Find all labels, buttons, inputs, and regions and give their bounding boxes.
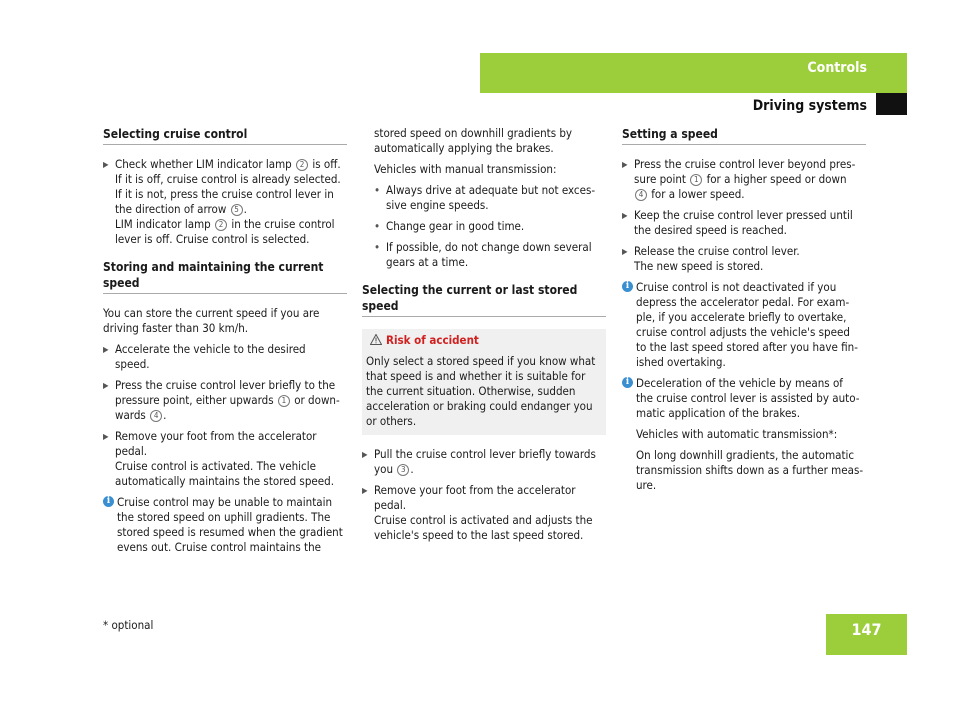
callout-number: 4 (635, 189, 647, 201)
callout-number: 4 (150, 410, 162, 422)
manual-transmission-label: Vehicles with manual transmission: (374, 162, 557, 176)
header-black-tab (876, 93, 907, 115)
step-release-lever: ▶ Release the cruise control lever. The new speed is stored. (622, 244, 800, 273)
bullet-dot: • (374, 240, 381, 254)
callout-number: 2 (215, 219, 227, 231)
heading-selecting-cruise-control: Selecting cruise control (103, 126, 347, 145)
step-remove-foot-2: ▶ Remove your foot from the accelerator pedal. Cruise control is activated and adjusts the vehicle's speed to the last speed stored. (362, 483, 593, 542)
bullet-dot: • (374, 183, 381, 197)
step-press-beyond: ▶ Press the cruise control lever beyond pres- sure point 1 for a higher speed or down 4 for a lower speed. (622, 157, 856, 201)
info-note-uphill: i Cruise control may be unable to maintain the stored speed on uphill gradients. The stored speed is resumed when the gradient evens out. Cruise control maintains the (103, 495, 347, 555)
column-3 (622, 126, 866, 493)
step-arrow-icon: ▶ (622, 247, 628, 256)
info-note-deceleration: i Deceleration of the vehicle by means of the cruise control lever is assisted by auto- matic application of the brakes. Vehicles with automatic transmission*: On long downhill gradients, the automatic transmission shifts down as a further meas- ure. (622, 376, 866, 493)
continued-text: stored speed on downhill gradients by automatically applying the brakes. (374, 126, 573, 155)
callout-number: 1 (690, 174, 702, 186)
step-accelerate: ▶ Accelerate the vehicle to the desired speed. (103, 342, 306, 371)
step-keep-pressed: ▶ Keep the cruise control lever pressed until the desired speed is reached. (622, 208, 853, 237)
bullet-change-down: • If possible, do not change down several gears at a time. (374, 240, 592, 269)
warning-title: Risk of accident (366, 333, 604, 348)
step-check-lim-lamp: ▶ Check whether LIM indicator lamp 2 is off. If it is off, cruise control is already selected. If it is not, press the cruise control lever in the direction of arrow 5 . LIM indicator lamp 2 in the cruise control lever is off. Cruise control is selected. (103, 157, 341, 246)
bullet-change-gear: • Change gear in good time. (374, 219, 525, 233)
step-arrow-icon: ▶ (362, 486, 368, 495)
footnote-optional: * optional (103, 618, 154, 632)
heading-selecting-stored-speed: Selecting the current or last stored speed (362, 282, 606, 317)
paragraph-store-speed: You can store the current speed if you are driving faster than 30 km/h. (103, 306, 320, 335)
info-note-not-deactivated: i Cruise control is not deactivated if you depress the accelerator pedal. For exam- ple, if you accelerate briefly to overtake, cruise control adjusts the vehicle's speed to the last speed stored after you have fin- ished overtaking. (622, 280, 866, 370)
column-2 (362, 126, 606, 543)
callout-number: 1 (278, 395, 290, 407)
info-icon: i (622, 377, 633, 388)
bullet-engine-speeds: • Always drive at adequate but not exces- sive engine speeds. (374, 183, 596, 212)
step-arrow-icon: ▶ (362, 450, 368, 459)
warning-triangle-icon (370, 334, 382, 349)
step-arrow-icon: ▶ (622, 160, 628, 169)
step-press-lever: ▶ Press the cruise control lever briefly to the pressure point, either upwards 1 or down- wards 4 . (103, 378, 340, 422)
page-number: 147 (851, 620, 882, 639)
step-arrow-icon: ▶ (103, 432, 109, 441)
info-icon: i (103, 496, 114, 507)
callout-number: 3 (397, 464, 409, 476)
callout-number: 2 (296, 159, 308, 171)
step-remove-foot: ▶ Remove your foot from the accelerator pedal. Cruise control is activated. The vehicle automatically maintains the stored speed. (103, 429, 334, 488)
heading-storing-speed: Storing and maintaining the current speed (103, 259, 347, 294)
header-chapter-title: Driving systems (752, 98, 867, 114)
column-1 (103, 126, 347, 555)
step-pull-lever: ▶ Pull the cruise control lever briefly towards you 3 . (362, 447, 596, 476)
step-arrow-icon: ▶ (103, 160, 109, 169)
header-section-title: Controls (807, 60, 867, 76)
info-icon: i (622, 281, 633, 292)
callout-number: 5 (231, 204, 243, 216)
step-arrow-icon: ▶ (622, 211, 628, 220)
bullet-dot: • (374, 219, 381, 233)
heading-setting-speed: Setting a speed (622, 126, 866, 145)
step-arrow-icon: ▶ (103, 381, 109, 390)
step-arrow-icon: ▶ (103, 345, 109, 354)
warning-box: Risk of accident Only select a stored speed if you know what that speed is and whether it is suitable for the current situation. Otherwise, sudden acceleration or braking could endanger you or others. (362, 329, 606, 435)
